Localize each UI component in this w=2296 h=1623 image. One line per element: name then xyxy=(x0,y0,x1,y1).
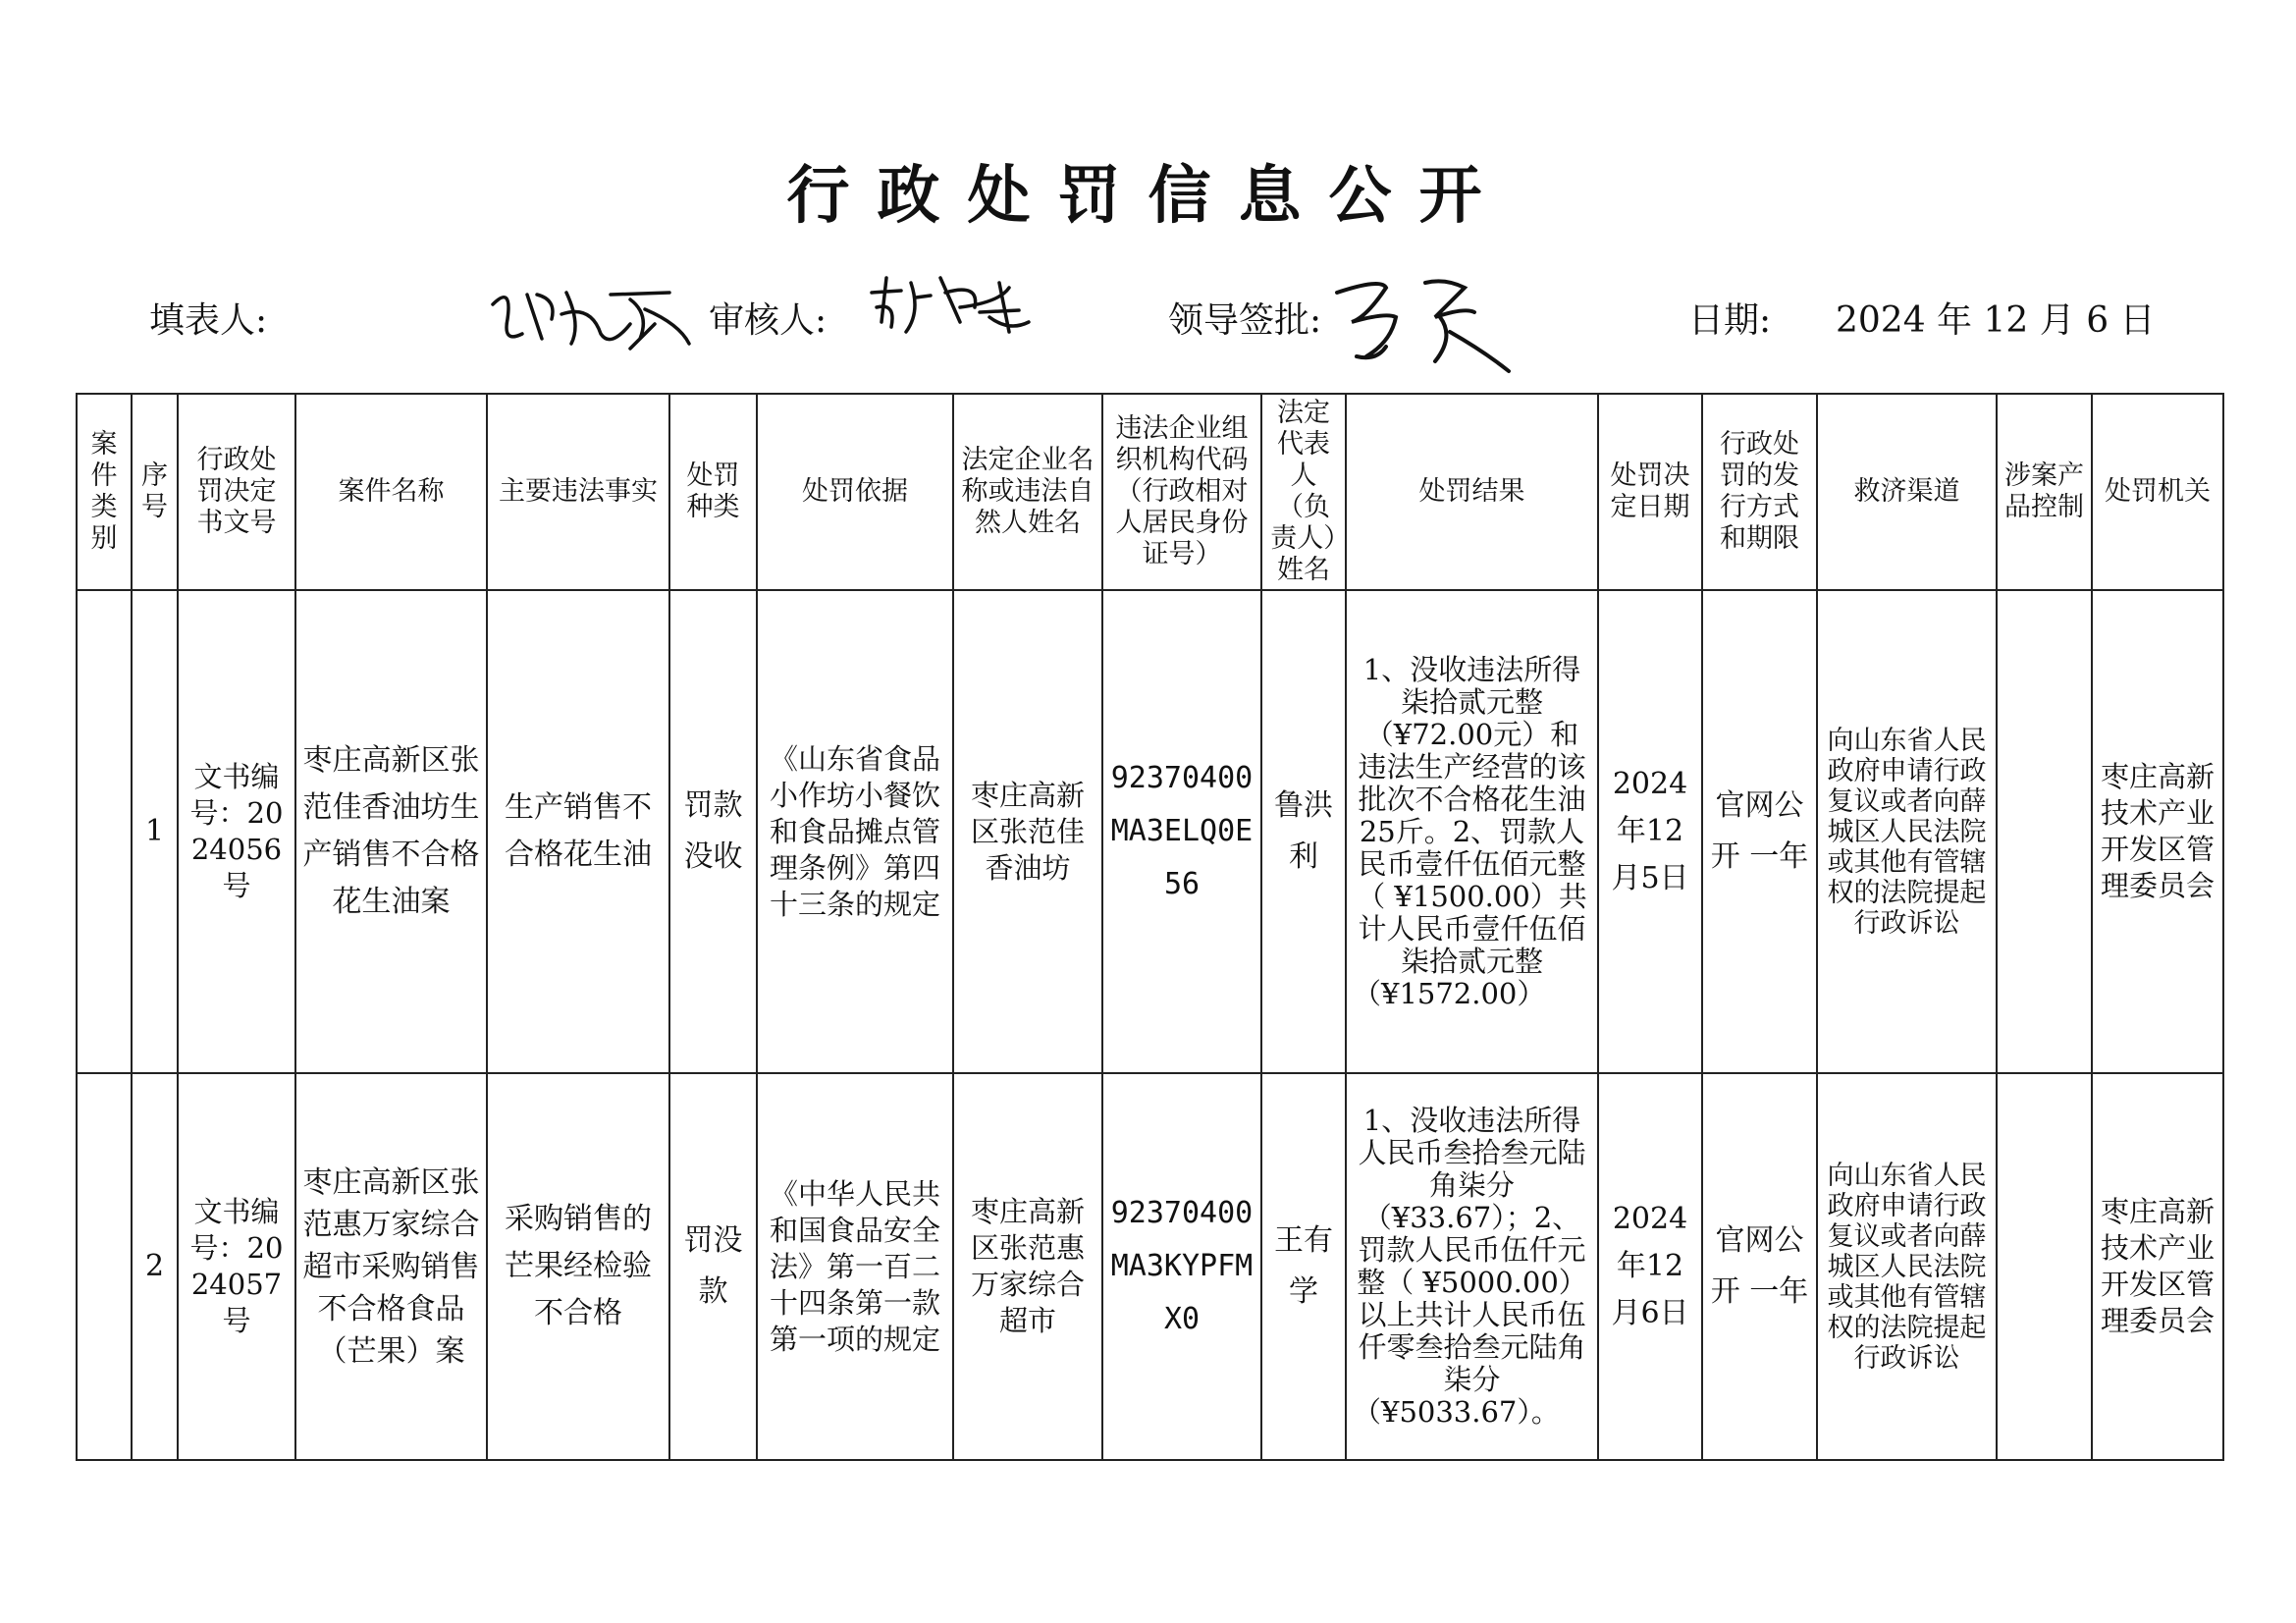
page-title: 行政处罚信息公开 xyxy=(786,159,1510,233)
header-org-code: 违法企业组织机构代码（行政相对人居民身份证号） xyxy=(1102,394,1261,590)
header-facts: 主要违法事实 xyxy=(487,394,669,590)
cell-facts: 生产销售不合格花生油 xyxy=(487,590,669,1073)
cell-product-control xyxy=(1997,1073,2092,1460)
header-authority: 处罚机关 xyxy=(2092,394,2223,590)
cell-category xyxy=(77,590,132,1073)
header-basis: 处罚依据 xyxy=(757,394,953,590)
cell-decision-date: 2024年12月5日 xyxy=(1598,590,1702,1073)
cell-doc-no: 文书编号：2024056号 xyxy=(178,590,295,1073)
cell-result: 1、没收违法所得人民币叁拾叁元陆角柒分（¥33.67）；2、罚款人民币伍仟元整（ ¥5000.00）以上共计人民币伍仟零叁拾叁元陆角柒分（¥5033.67）。 xyxy=(1346,1073,1598,1460)
cell-remedy: 向山东省人民政府申请行政复议或者向薛城区人民法院或其他有管辖权的法院提起行政诉讼 xyxy=(1817,1073,1997,1460)
cell-category xyxy=(77,1073,132,1460)
cell-product-control xyxy=(1997,590,2092,1073)
cell-penalty-type: 罚没款 xyxy=(669,1073,757,1460)
header-remedy: 救济渠道 xyxy=(1817,394,1997,590)
cell-decision-date: 2024年12月6日 xyxy=(1598,1073,1702,1460)
cell-result: 1、没收违法所得柒拾贰元整（¥72.00元）和违法生产经营的该批次不合格花生油25斤。2、罚款人民币壹仟伍佰元整（ ¥1500.00）共计人民币壹仟伍佰柒拾贰元整（¥1572.00） xyxy=(1346,590,1598,1073)
date-label: 日期: xyxy=(1688,300,1772,341)
header-legal-rep: 法定代表人（负责人）姓名 xyxy=(1261,394,1346,590)
leader-label: 领导签批: xyxy=(1168,300,1322,341)
header-publish: 行政处罚的发行方式和期限 xyxy=(1702,394,1817,590)
reviewer-label: 审核人: xyxy=(709,300,828,341)
cell-basis: 《山东省食品小作坊小餐饮和食品摊点管理条例》第四十三条的规定 xyxy=(757,590,953,1073)
cell-basis: 《中华人民共和国食品安全法》第一百二十四条第一款第一项的规定 xyxy=(757,1073,953,1460)
cell-remedy: 向山东省人民政府申请行政复议或者向薛城区人民法院或其他有管辖权的法院提起行政诉讼 xyxy=(1817,590,1997,1073)
cell-party: 枣庄高新区张范惠万家综合超市 xyxy=(953,1073,1102,1460)
header-decision-date: 处罚决定日期 xyxy=(1598,394,1702,590)
cell-seq: 2 xyxy=(132,1073,178,1460)
header-party: 法定企业名称或违法自然人姓名 xyxy=(953,394,1102,590)
header-result: 处罚结果 xyxy=(1346,394,1598,590)
cell-legal-rep: 鲁洪利 xyxy=(1261,590,1346,1073)
cell-org-code: 92370400MA3ELQ0E56 xyxy=(1102,590,1261,1073)
cell-authority: 枣庄高新技术产业开发区管理委员会 xyxy=(2092,590,2223,1073)
header-case-name: 案件名称 xyxy=(295,394,487,590)
cell-authority: 枣庄高新技术产业开发区管理委员会 xyxy=(2092,1073,2223,1460)
cell-party: 枣庄高新区张范佳香油坊 xyxy=(953,590,1102,1073)
cell-doc-no: 文书编号：2024057号 xyxy=(178,1073,295,1460)
cell-seq: 1 xyxy=(132,590,178,1073)
table-row xyxy=(77,1073,2223,1460)
leader-signature xyxy=(1327,263,1523,380)
header-penalty-type: 处罚种类 xyxy=(669,394,757,590)
reviewer-signature xyxy=(862,263,1039,346)
cell-facts: 采购销售的芒果经检验不合格 xyxy=(487,1073,669,1460)
filler-label: 填表人: xyxy=(149,300,268,341)
table-header-row xyxy=(77,394,2223,590)
cell-case-name: 枣庄高新区张范佳香油坊生产销售不合格花生油案 xyxy=(295,590,487,1073)
cell-publish: 官网公开 一年 xyxy=(1702,590,1817,1073)
cell-legal-rep: 王有学 xyxy=(1261,1073,1346,1460)
header-doc-no: 行政处罚决定书文号 xyxy=(178,394,295,590)
table-row xyxy=(77,590,2223,1073)
cell-case-name: 枣庄高新区张范惠万家综合超市采购销售不合格食品（芒果）案 xyxy=(295,1073,487,1460)
filler-signature xyxy=(483,265,699,357)
header-category: 案件类别 xyxy=(77,394,132,590)
date-value: 2024 年 12 月 6 日 xyxy=(1836,300,2156,341)
cell-penalty-type: 罚款没收 xyxy=(669,590,757,1073)
header-seq: 序号 xyxy=(132,394,178,590)
cell-publish: 官网公开 一年 xyxy=(1702,1073,1817,1460)
cell-org-code: 92370400MA3KYPFMX0 xyxy=(1102,1073,1261,1460)
penalty-table xyxy=(76,393,2224,1461)
header-product-control: 涉案产品控制 xyxy=(1997,394,2092,590)
